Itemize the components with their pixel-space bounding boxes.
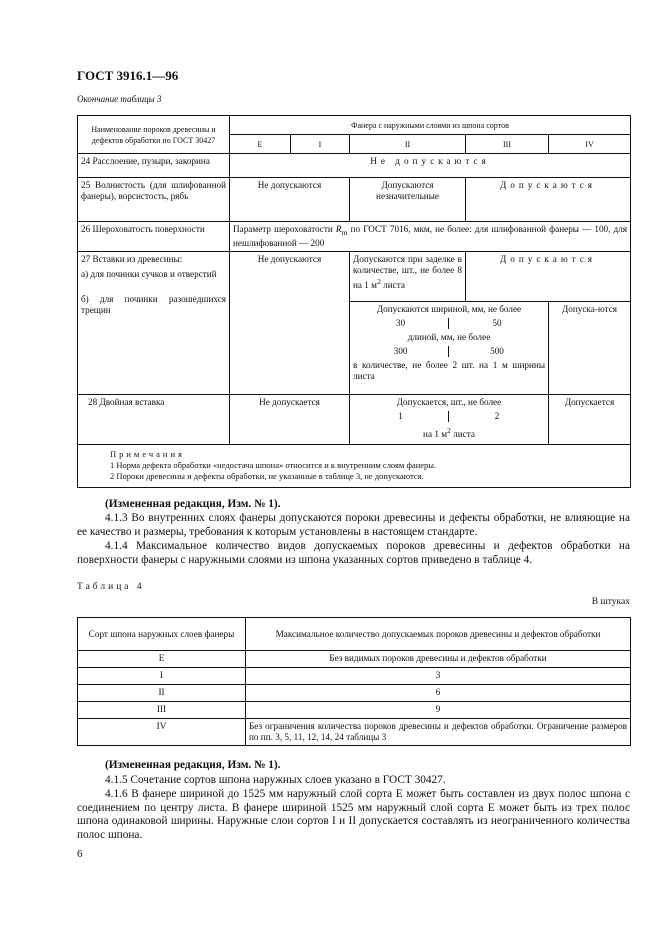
table-row: [78, 394, 631, 444]
value: 50: [492, 317, 502, 328]
notes-title: Примечания: [110, 448, 185, 459]
paragraph-4-1-3: 4.1.3 Во внутренних слоях фанеры допускаются пороки древесины и дефекты обработки, не влияющие на ее качество и размеры, требования к которым установлены в настоящем стандарте.: [77, 512, 630, 538]
row-name-a: а) для починки сучков и отверстий: [81, 268, 217, 279]
document-header: ГОСТ 3916.1—96: [77, 68, 179, 83]
row-name: 28 Двойная вставка: [78, 394, 230, 444]
col-name-header: Наименование пороков древесины и дефектов обработки по ГОСТ 30427: [78, 116, 230, 154]
row-name: 24 Расслоение, пузыри, закорина: [78, 154, 230, 178]
table-row: [78, 702, 631, 719]
row-name: [78, 251, 230, 394]
cell: Допуска-ются: [549, 301, 631, 394]
table-row: [78, 685, 631, 702]
cell: [230, 222, 631, 252]
grade: II: [78, 685, 246, 702]
edit-note: (Измененная редакция, Изм. № 1).: [105, 759, 281, 771]
value: 300: [353, 346, 449, 357]
value: 1: [353, 411, 449, 422]
table-row: [78, 251, 631, 301]
grade: I: [78, 668, 246, 685]
edit-note: (Измененная редакция, Изм. № 1).: [105, 498, 281, 510]
cell: [350, 251, 466, 301]
paragraph-4-1-4: 4.1.4 Максимальное количество видов допускаемых пороков древесины и дефектов обработки на поверхности фанеры с наружными слоями из шпона указанных сортов приведено в таблице 4.: [77, 540, 630, 566]
table3-caption: Окончание таблицы 3: [77, 94, 162, 104]
grade-i: I: [291, 135, 350, 154]
col2-header: Максимальное количество допускаемых пороков древесины и дефектов обработки: [246, 618, 631, 651]
cell: [350, 301, 549, 394]
rm-symbol: R: [335, 224, 342, 234]
grade-ii: II: [350, 135, 466, 154]
note: 1 Норма дефекта обработки «недостача шпона» относится и к внутренним слоям фанеры.: [110, 459, 437, 470]
cell-text: листа: [453, 428, 475, 439]
cell-text: Допускается, шт., не более: [396, 396, 502, 407]
col1-header: Сорт шпона наружных слоев фанеры: [78, 618, 246, 651]
row-name-text: 27 Вставки из древесины:: [81, 253, 183, 264]
sup: 2: [447, 425, 451, 435]
cell: Не допускаются: [230, 178, 350, 222]
cell-text: листа: [383, 279, 405, 290]
count: Без ограничения количества пороков древесины и дефектов обработки. Ограничение размеров по пп. 3, 5, 11, 12, 14, 24 таблицы 3: [246, 719, 631, 746]
count: Без видимых пороков древесины и дефектов обработки: [246, 651, 631, 668]
grade: IV: [78, 719, 246, 746]
cell: Допускаются: [466, 251, 631, 301]
row-name: 25 Волнистость (для шлифованной фанеры), ворсистость, рябь: [78, 178, 230, 222]
table-3: [77, 115, 631, 488]
table4-units: В штуках: [591, 597, 630, 607]
table-row: [78, 154, 631, 178]
row-name: 26 Шероховатость поверхности: [78, 222, 230, 252]
table-4: [77, 617, 631, 746]
paragraph-4-1-5: 4.1.5 Сочетание сортов шпона наружных слоев указано в ГОСТ 30427.: [105, 774, 446, 786]
row-name-b: б) для починки разошедшихся трещин: [81, 293, 226, 315]
count: 3: [246, 668, 631, 685]
cell: Допускается: [549, 394, 631, 444]
table4-caption: Таблица 4: [77, 582, 145, 592]
grade-iv: IV: [549, 135, 631, 154]
col-group-header: Фанера с наружными слоями из шпона сортов: [230, 116, 631, 135]
table-row: [78, 178, 631, 222]
cell: Допускаются: [466, 178, 631, 222]
cell-text: Параметр шероховатости: [233, 224, 333, 234]
note: 2 Пороки древесины и дефекты обработки, не указанные в таблице 3, не допускаются.: [110, 470, 424, 481]
cell-text: Допускаются шириной, мм, не более: [376, 303, 522, 314]
notes: [78, 444, 631, 487]
cell: Не допускаются: [230, 251, 350, 394]
table-row: [78, 719, 631, 746]
table-row: [78, 668, 631, 685]
page-number: 6: [77, 848, 83, 860]
cell-text: длиной, мм, не более: [407, 331, 491, 342]
paragraph-4-1-6: 4.1.6 В фанере шириной до 1525 мм наружный слой сорта Е может быть составлен из двух полос шпона с соединением по центру листа. В фанере шириной 1525 мм наружный слой сорта Е может быть из трех полос шпона одинаковой ширины. Наружные слои сортов I и II допускается составлять из неограниченного количества полос шпона.: [77, 788, 630, 841]
cell: Не допускается: [230, 394, 350, 444]
cell: [350, 394, 549, 444]
cell: Допускаются незначительные: [350, 178, 466, 222]
count: 6: [246, 685, 631, 702]
table-row: [78, 222, 631, 252]
cell-text: в количестве, не более 2 шт. на 1 м ширины листа: [353, 359, 545, 381]
grade: III: [78, 702, 246, 719]
value: 500: [490, 345, 504, 356]
cell: Не допускаются: [230, 154, 631, 178]
grade-iii: III: [466, 135, 549, 154]
cell-text: Допускаются при заделке в количестве, шт., не более 8 на 1 м: [353, 253, 462, 290]
sup: 2: [377, 276, 381, 286]
cell-text: на 1 м: [423, 428, 448, 439]
cell-text: по ГОСТ 7016, мкм, не более: для шлифованной фанеры — 100, для нешлифованной — 200: [233, 224, 628, 248]
value: 2: [494, 410, 500, 421]
grade-e: E: [230, 135, 291, 154]
rm-sub: m: [341, 227, 348, 237]
grade: E: [78, 651, 246, 668]
table-row: [78, 651, 631, 668]
count: 9: [246, 702, 631, 719]
value: 30: [353, 318, 449, 329]
